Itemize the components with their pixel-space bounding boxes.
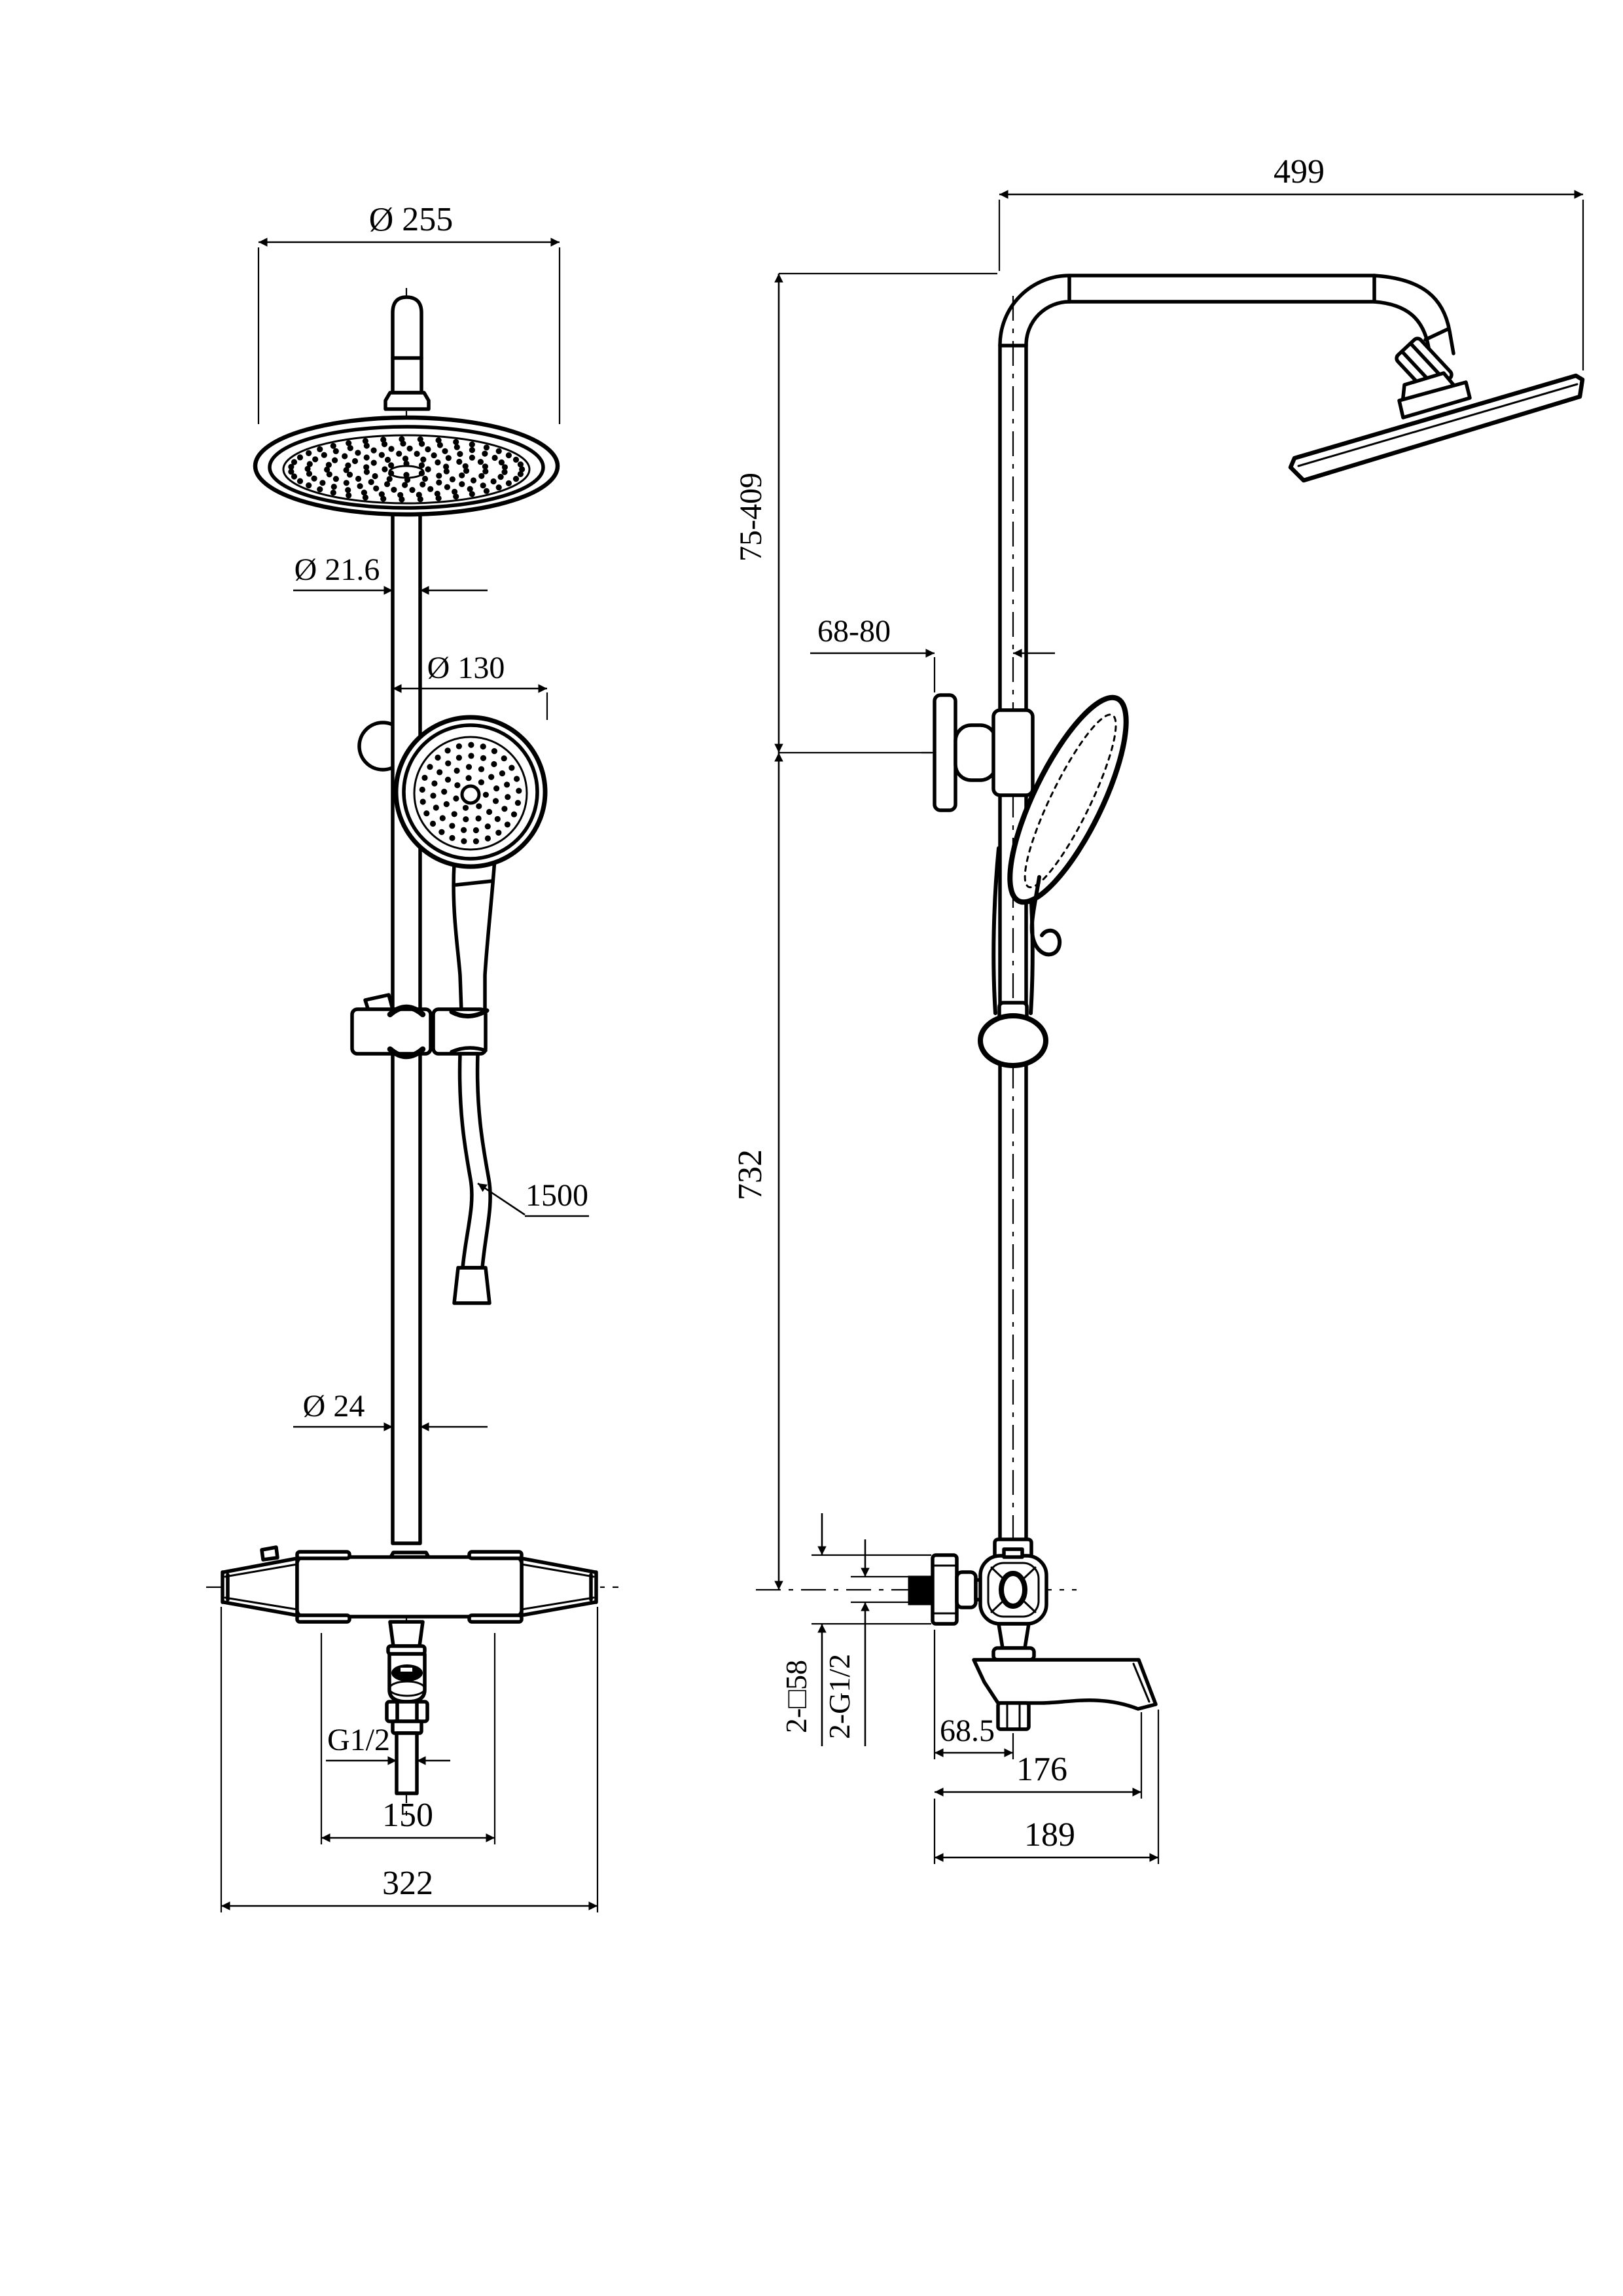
dim-upper-pipe-label: Ø 21.6 [294,552,380,587]
dim-inlet-spacing-label: 150 [382,1797,433,1834]
slider-ring-side [980,1003,1046,1066]
dim-riser-length-label: 732 [732,1149,769,1200]
dim-hose-length-label: 1500 [526,1178,588,1213]
spout-hose-outlet [998,1703,1029,1729]
dim-arm-reach-label: 499 [1274,153,1325,190]
dim-wall-flange-square-label: 2-□58 [779,1659,813,1734]
body-collar-right-top [469,1552,522,1558]
dim-head-diameter-label: Ø 255 [368,201,454,238]
body-collar-left-top [297,1552,349,1558]
body-collar-left-bottom [297,1615,349,1622]
dim-hand-shower-label: Ø 130 [427,651,505,685]
dim-outlet-offset-label: 68.5 [940,1713,995,1748]
dim-lower-pipe-label: Ø 24 [302,1389,365,1424]
front-view [206,201,618,1912]
mixer-body-front [206,1547,618,1793]
mixer-top-button [262,1547,277,1560]
dim-riser-length [732,753,779,1590]
rain-shower-head [255,418,558,514]
dim-upper-pipe-diameter [293,552,488,590]
dim-wall-inlet-thread-label: 2-G1/2 [823,1653,856,1740]
side-view [732,153,1583,1864]
dim-wall-bracket-offset-label: 68-80 [817,614,891,649]
mixer-side [756,1539,1156,1729]
dim-spout-reach-label: 176 [1016,1751,1067,1788]
dim-head-drop-range-label: 75-409 [734,473,768,562]
top-fitting [385,297,429,409]
shower-hose [454,1054,490,1303]
hose-end-cone [454,1268,490,1303]
dim-overall-width-label: 322 [382,1865,433,1902]
shower-arm [1000,276,1454,361]
dim-hose-length [478,1178,589,1216]
dim-arm-reach [999,153,1583,370]
arm-end-connector [1395,336,1470,418]
dim-wall-inlet-thread [823,1539,908,1746]
dim-wall-bracket-offset [810,614,1055,692]
body-collar-right-bottom [469,1615,522,1622]
dim-outlet-thread-label: G1/2 [327,1723,390,1757]
dim-spout-overall-reach-label: 189 [1024,1816,1075,1854]
dim-outlet-thread [326,1723,450,1761]
dim-head-drop-range [734,274,997,753]
diverter-outlet [387,1622,427,1793]
wall-bracket-side [921,695,1033,810]
dim-lower-pipe-diameter [293,1389,488,1427]
